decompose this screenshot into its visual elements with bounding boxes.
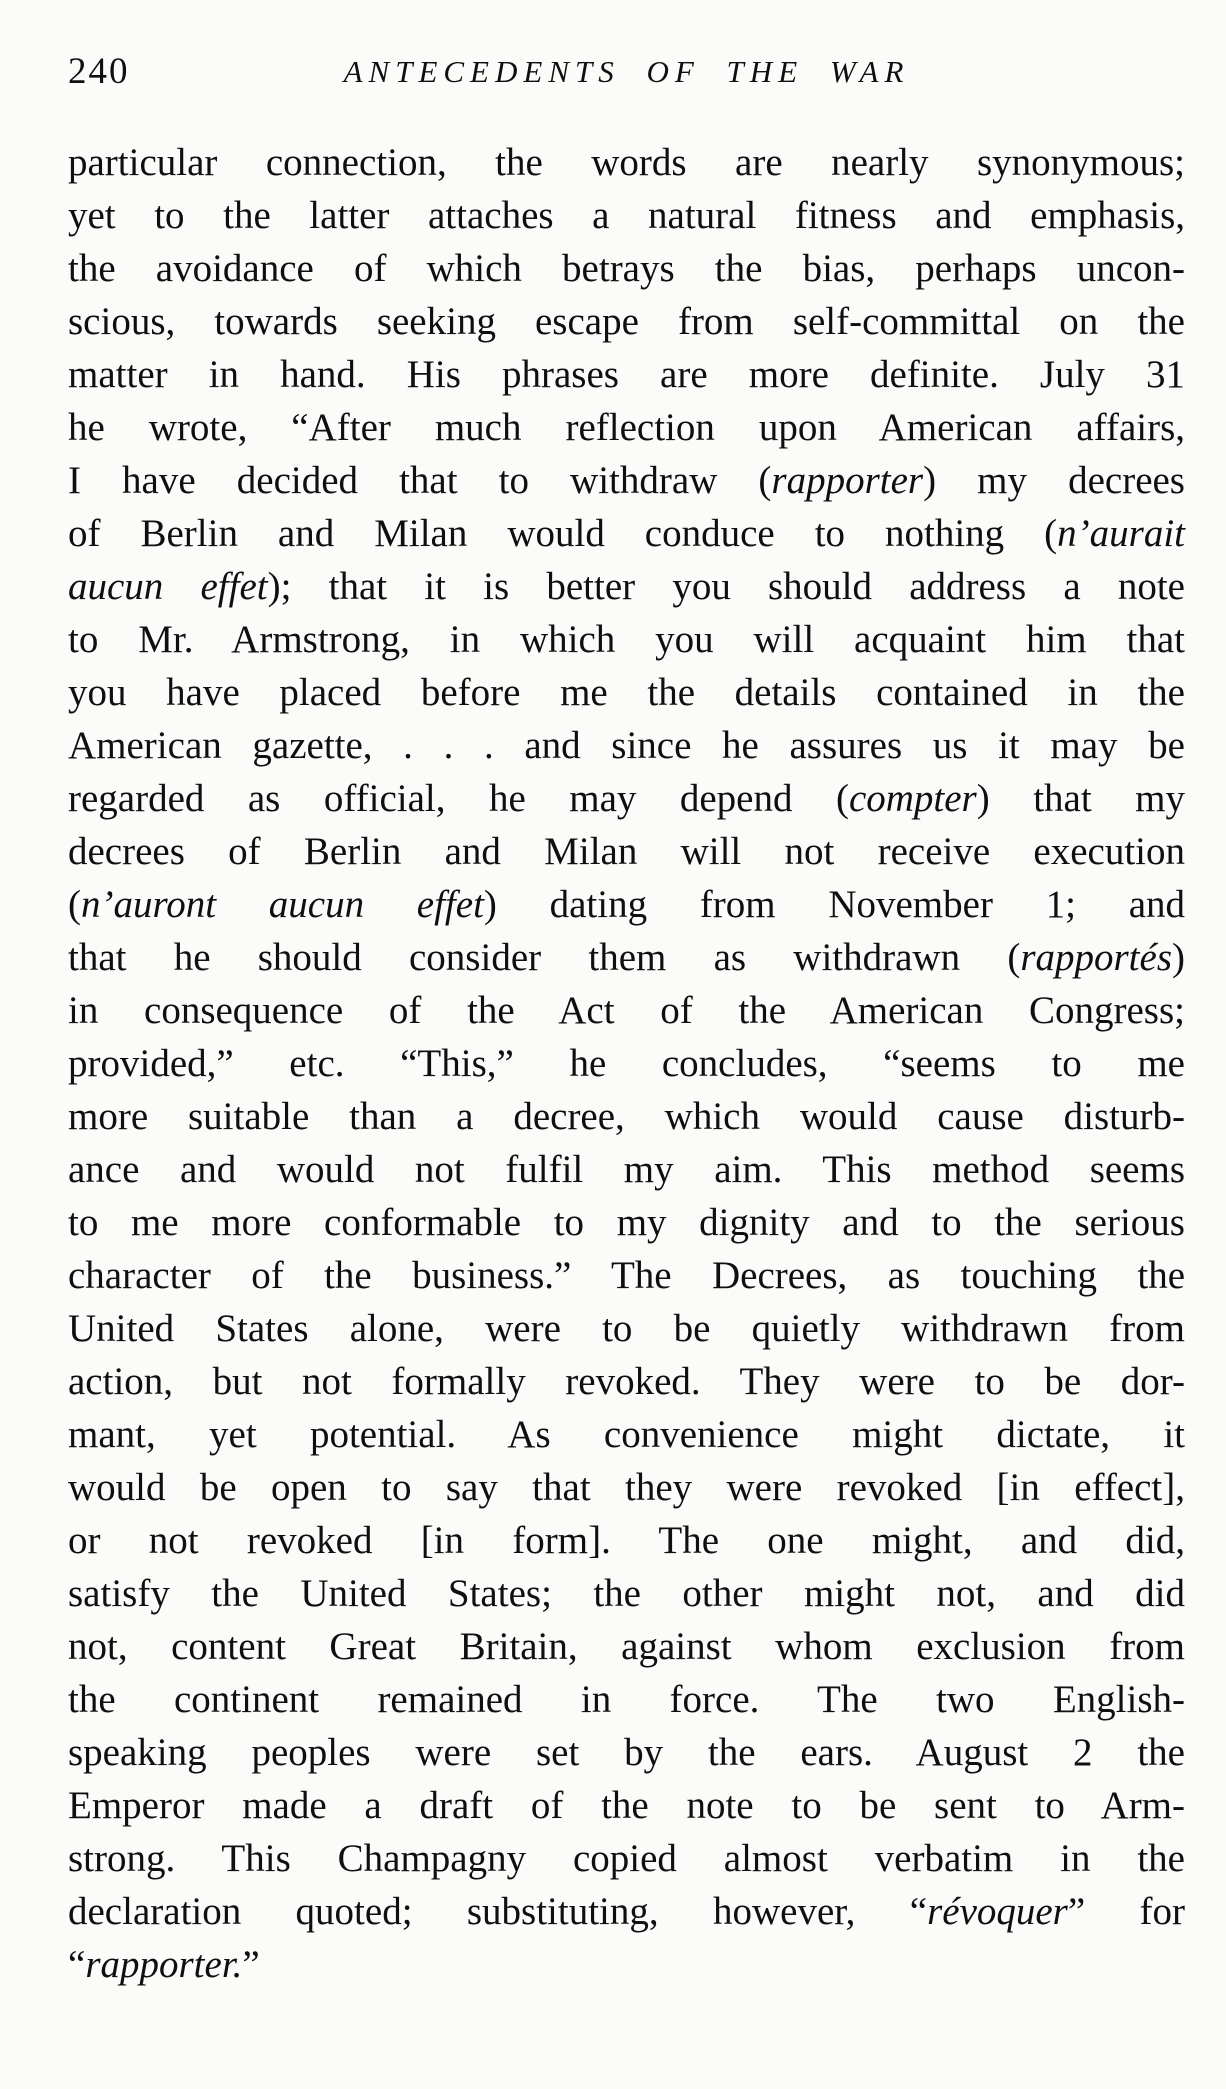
text-segment: “ <box>68 1943 86 1986</box>
text-segment: matter in hand. His phrases are more definite. July 31 <box>68 353 1185 396</box>
text-line <box>68 1832 1185 1885</box>
text-segment: you have placed before me the details contained in the <box>68 671 1185 714</box>
italic-phrase: rapporter <box>771 459 924 502</box>
text-line <box>68 348 1185 401</box>
text-segment: provided,” etc. “This,” he concludes, “seems to me <box>68 1042 1185 1085</box>
text-line <box>68 1090 1185 1143</box>
text-line <box>68 1726 1185 1779</box>
text-segment: ) that my <box>976 777 1185 820</box>
text-line <box>68 1143 1185 1196</box>
text-segment: to Mr. Armstrong, in which you will acquaint him that <box>68 618 1185 661</box>
text-column <box>68 136 1185 1991</box>
text-line <box>68 1885 1185 1938</box>
text-segment: regarded as official, he may depend ( <box>68 777 849 820</box>
text-segment: in consequence of the Act of the American Congress; <box>68 989 1185 1032</box>
text-segment: that he should consider them as withdrawn ( <box>68 936 1021 979</box>
text-segment: ” for <box>1067 1890 1185 1933</box>
text-line <box>68 984 1185 1037</box>
page-number: 240 <box>68 51 130 92</box>
text-line <box>68 1620 1185 1673</box>
text-segment: yet to the latter attaches a natural fitness and emphasis, <box>68 194 1185 237</box>
text-line <box>68 1461 1185 1514</box>
text-line <box>68 1302 1185 1355</box>
text-segment: more suitable than a decree, which would cause disturb- <box>68 1095 1185 1138</box>
text-segment: I have decided that to withdraw ( <box>68 459 772 502</box>
text-segment: strong. This Champagny copied almost verbatim in the <box>68 1837 1185 1880</box>
text-segment: declaration quoted; substituting, however, “ <box>68 1890 928 1933</box>
text-segment: scious, towards seeking escape from self-committal on the <box>68 300 1185 343</box>
text-line <box>68 1938 1185 1991</box>
italic-phrase: rapporter. <box>85 1943 243 1986</box>
text-line <box>68 1514 1185 1567</box>
text-line <box>68 560 1185 613</box>
text-line <box>68 1567 1185 1620</box>
text-line <box>68 931 1185 984</box>
text-line <box>68 401 1185 454</box>
text-segment: would be open to say that they were revoked [in effect], <box>68 1466 1185 1509</box>
text-line <box>68 295 1185 348</box>
text-line <box>68 825 1185 878</box>
text-line <box>68 242 1185 295</box>
text-line <box>68 1196 1185 1249</box>
text-segment: ) <box>1172 936 1185 979</box>
text-segment: American gazette, . . . and since he assures us it may be <box>68 724 1185 767</box>
text-segment: decrees of Berlin and Milan will not receive execution <box>68 830 1185 873</box>
text-line <box>68 878 1185 931</box>
italic-phrase: n’aurait <box>1057 512 1185 555</box>
italic-phrase: n’auront aucun effet <box>81 883 484 926</box>
text-segment: United States alone, were to be quietly withdrawn from <box>68 1307 1185 1350</box>
text-segment: speaking peoples were set by the ears. August 2 the <box>68 1731 1185 1774</box>
text-segment: Emperor made a draft of the note to be sent to Arm- <box>68 1784 1185 1827</box>
text-segment: particular connection, the words are nearly synonymous; <box>68 141 1185 184</box>
text-segment: ) dating from November 1; and <box>483 883 1186 926</box>
text-segment: mant, yet potential. As convenience might dictate, it <box>68 1413 1185 1456</box>
text-line <box>68 136 1185 189</box>
italic-phrase: aucun effet <box>68 565 268 608</box>
text-line <box>68 666 1185 719</box>
italic-phrase: rapportés <box>1020 936 1172 979</box>
text-line <box>68 613 1185 666</box>
text-line <box>68 1408 1185 1461</box>
text-line <box>68 189 1185 242</box>
text-segment: or not revoked [in form]. The one might, and did, <box>68 1519 1185 1562</box>
text-segment: ); that it is better you should address a note <box>267 565 1185 608</box>
running-head-title: ANTECEDENTS OF THE WAR <box>343 54 910 89</box>
page-header <box>68 48 1185 100</box>
text-line <box>68 454 1185 507</box>
italic-phrase: révoquer <box>927 1890 1068 1933</box>
text-segment: ( <box>68 883 81 926</box>
text-segment: he wrote, “After much reflection upon American affairs, <box>68 406 1185 449</box>
italic-phrase: compter <box>848 777 977 820</box>
text-segment: the avoidance of which betrays the bias, perhaps uncon- <box>68 247 1185 290</box>
text-segment: of Berlin and Milan would conduce to nothing ( <box>68 512 1058 555</box>
text-segment: satisfy the United States; the other might not, and did <box>68 1572 1185 1615</box>
text-segment: the continent remained in force. The two English- <box>68 1678 1185 1721</box>
text-segment: ” <box>242 1943 260 1986</box>
text-segment: ) my decrees <box>923 459 1185 502</box>
text-line <box>68 1673 1185 1726</box>
text-segment: action, but not formally revoked. They were to be dor- <box>68 1360 1185 1403</box>
text-line <box>68 1249 1185 1302</box>
text-line <box>68 1779 1185 1832</box>
text-segment: to me more conformable to my dignity and to the serious <box>68 1201 1185 1244</box>
text-segment: character of the business.” The Decrees, as touching the <box>68 1254 1185 1297</box>
text-line <box>68 507 1185 560</box>
text-line <box>68 1037 1185 1090</box>
text-segment: not, content Great Britain, against whom exclusion from <box>68 1625 1185 1668</box>
text-line <box>68 1355 1185 1408</box>
text-line <box>68 772 1185 825</box>
text-line <box>68 719 1185 772</box>
text-segment: ance and would not fulfil my aim. This method seems <box>68 1148 1185 1191</box>
